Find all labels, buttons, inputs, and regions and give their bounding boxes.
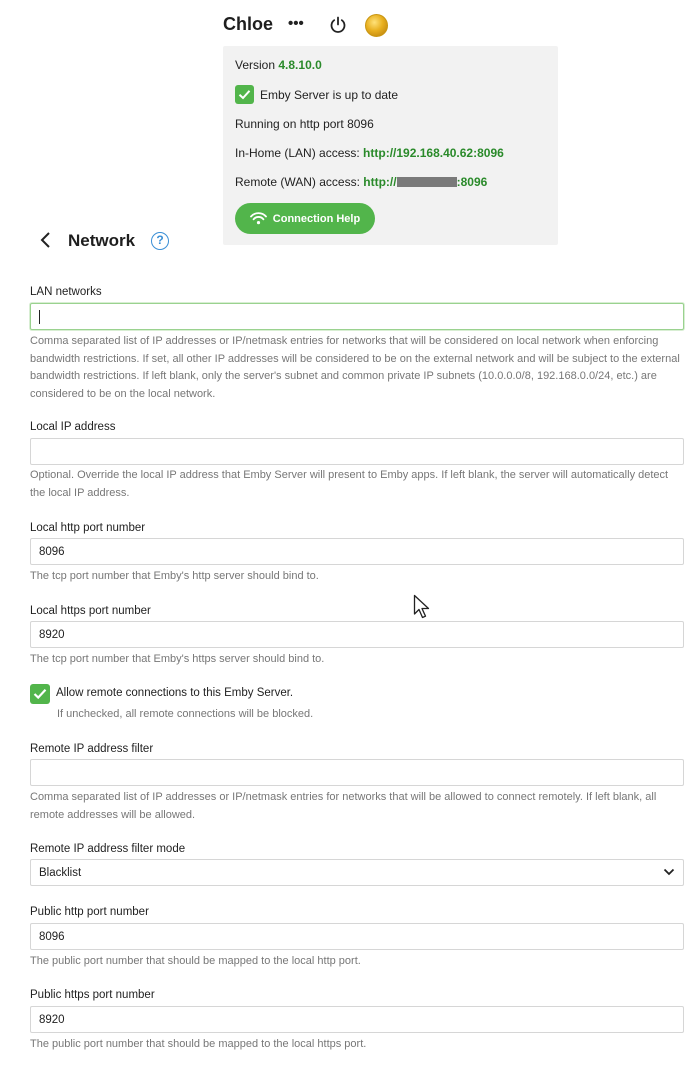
page-title: Network (68, 231, 136, 250)
lan-access-line (235, 146, 504, 160)
public-http-port-value: 8096 (39, 930, 65, 943)
redacted-ip (397, 177, 457, 187)
mouse-cursor-icon (413, 594, 431, 620)
checkmark-icon (33, 688, 47, 700)
local-https-port-value: 8920 (39, 628, 65, 641)
local-ip-description: Optional. Override the local IP address that Emby Server will present to Emby apps. If left blank, the server will automatically detect the local IP address. (30, 469, 669, 499)
version-label: Version (235, 58, 276, 72)
power-icon[interactable] (328, 15, 348, 35)
up-to-date-check-icon (235, 85, 254, 104)
running-port-text: Running on http port 8096 (235, 117, 374, 131)
public-https-port-label: Public https port number (30, 989, 155, 1001)
lan-networks-label: LAN networks (30, 286, 102, 298)
local-http-port-description: The tcp port number that Emby's http server should bind to. (30, 570, 319, 582)
connection-help-button[interactable] (235, 203, 375, 234)
local-https-port-description: The tcp port number that Emby's https server should bind to. (30, 653, 325, 665)
public-https-port-value: 8920 (39, 1013, 65, 1026)
public-http-port-input[interactable] (30, 923, 684, 950)
lan-networks-input[interactable] (30, 303, 684, 330)
version-value[interactable]: 4.8.10.0 (278, 58, 322, 72)
remote-ip-filter-label: Remote IP address filter (30, 743, 154, 755)
public-http-port-description: The public port number that should be mapped to the local http port. (30, 955, 361, 967)
version-line (235, 58, 322, 72)
wan-access-line (235, 175, 487, 189)
more-options-icon[interactable]: ••• (288, 15, 304, 32)
local-http-port-value: 8096 (39, 545, 65, 558)
remote-ip-filter-input[interactable] (30, 759, 684, 786)
lan-access-label: In-Home (LAN) access: (235, 146, 360, 160)
remote-ip-filter-mode-label: Remote IP address filter mode (30, 843, 186, 855)
connection-help-label: Connection Help (272, 212, 361, 225)
public-http-port-label: Public http port number (30, 906, 149, 918)
wifi-icon (250, 212, 267, 225)
public-https-port-description: The public port number that should be mapped to the local https port. (30, 1038, 367, 1050)
user-avatar[interactable] (365, 14, 388, 37)
local-http-port-label: Local http port number (30, 522, 146, 534)
local-https-port-label: Local https port number (30, 605, 151, 617)
wan-url-suffix: :8096 (456, 175, 488, 189)
local-http-port-input[interactable] (30, 538, 684, 565)
remote-ip-filter-mode-select[interactable] (30, 859, 684, 886)
server-name[interactable]: Chloe (223, 14, 274, 34)
remote-ip-filter-mode-value: Blacklist (39, 866, 82, 879)
server-status-panel (223, 46, 558, 245)
lan-access-link[interactable]: http://192.168.40.62:8096 (363, 146, 504, 160)
help-icon[interactable]: ? (151, 232, 169, 250)
remote-ip-filter-description: Comma separated list of IP addresses or IP/netmask entries for networks that will be allowed to connect remotely. If left blank, all remote addresses will be allowed. (30, 791, 657, 821)
allow-remote-description: If unchecked, all remote connections will be blocked. (57, 708, 314, 720)
local-https-port-input[interactable] (30, 621, 684, 648)
local-ip-label: Local IP address (30, 421, 116, 433)
up-to-date-text: Emby Server is up to date (260, 88, 399, 102)
wan-access-link[interactable] (363, 175, 487, 189)
allow-remote-checkbox[interactable] (30, 684, 50, 704)
wan-url-prefix: http:// (363, 175, 397, 189)
local-ip-input[interactable] (30, 438, 684, 465)
chevron-down-icon (663, 867, 675, 877)
back-arrow-icon[interactable] (38, 231, 54, 249)
wan-access-label: Remote (WAN) access: (235, 175, 360, 189)
lan-networks-description: Comma separated list of IP addresses or IP/netmask entries for networks that will be considered on local network when enforcing bandwidth restrictions. If set, all other IP addresses will be considered to be on the external network and will be subject to the external bandwidth restrictions. If left blank, only the server's subnet and common private IP subnets (10.0.0.0/8, 192.168.0.0/24, etc.) are considered to be on the local network. (30, 335, 680, 400)
text-caret (39, 310, 40, 324)
public-https-port-input[interactable] (30, 1006, 684, 1033)
allow-remote-label[interactable]: Allow remote connections to this Emby Server. (56, 687, 294, 699)
